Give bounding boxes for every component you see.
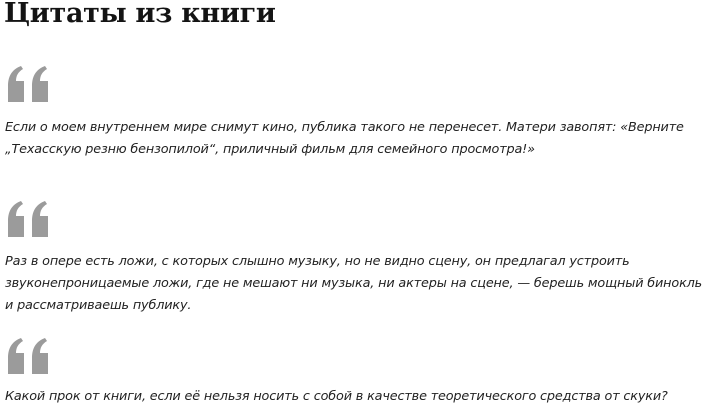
page-title: Цитаты из книги — [4, 0, 276, 29]
quote-mark-icon — [4, 66, 52, 102]
quote-mark-icon — [4, 338, 52, 374]
quote-text: Раз в опере есть ложи, с которых слышно музыку, но не видно сцену, он предлагал устроить звуконепроницаемые ложи, где не мешают ни музыка, ни актеры на сцене, — берешь мощный бинокль и рассматриваешь публику. — [5, 254, 703, 313]
quote-mark-icon — [4, 201, 52, 237]
quote-text: Если о моем внутреннем мире снимут кино, публика такого не перенесет. Матери завопят: «Верните „Техасскую резню бензопилой“, приличный фильм для семейного просмотра!» — [5, 120, 684, 157]
quote-text: Какой прок от книги, если её нельзя носить с собой в качестве теоретического средства от скуки? — [5, 389, 668, 404]
